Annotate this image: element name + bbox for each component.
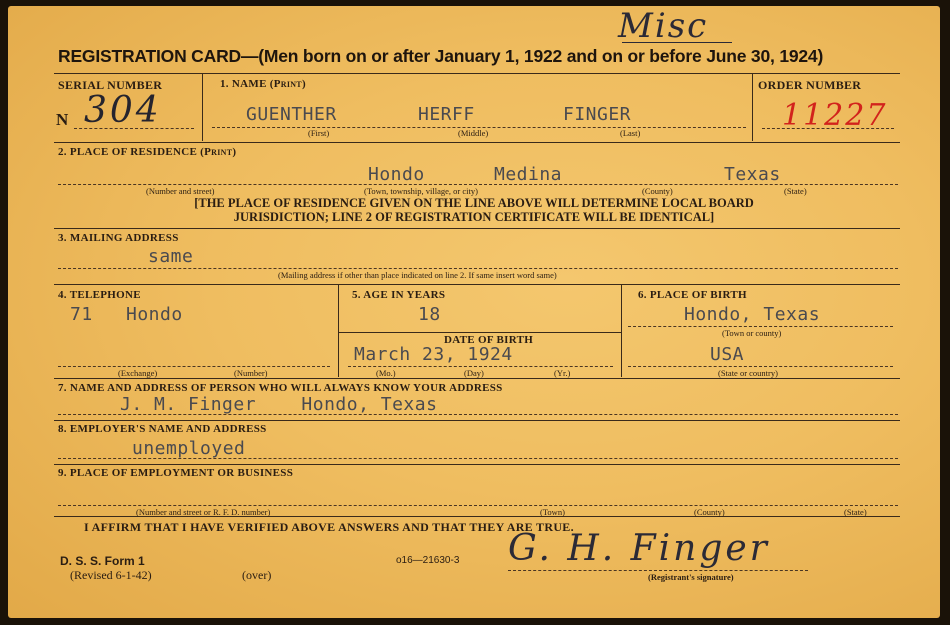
contact-label: 7. NAME AND ADDRESS OF PERSON WHO WILL ALWAYS KNOW YOUR ADDRESS (58, 382, 503, 394)
card-title: REGISTRATION CARD—(Men born on or after January 1, 1922 and on or before June 30, 1924) (58, 46, 824, 66)
rule-signature (508, 570, 808, 571)
rule-order (762, 128, 894, 129)
residence-notice-line1: [THE PLACE OF RESIDENCE GIVEN ON THE LINE ABOVE WILL DETERMINE LOCAL BOARD (194, 196, 754, 210)
serial-prefix: N (56, 110, 69, 129)
residence-street-caption: (Number and street) (146, 186, 215, 196)
registrant-signature: G. H. Finger (508, 528, 770, 569)
serial-number-label: SERIAL NUMBER (58, 78, 163, 92)
rule-birth-country (628, 366, 893, 367)
rule-v-serial (202, 74, 203, 141)
registration-card (8, 6, 940, 618)
rule-v-birth (621, 285, 622, 377)
name-middle-caption: (Middle) (458, 128, 489, 138)
dob-day-caption: (Day) (464, 368, 484, 378)
residence-notice-line2: JURISDICTION; LINE 2 OF REGISTRATION CERTIFICATE WILL BE IDENTICAL] (233, 210, 715, 224)
residence-label: 2. PLACE OF RESIDENCE (Print) (58, 146, 237, 158)
dob-label: DATE OF BIRTH (444, 334, 534, 346)
name-middle: HERFF (418, 104, 475, 125)
dob-value: March 23, 1924 (354, 344, 513, 365)
residence-state: Texas (724, 164, 781, 185)
misc-annotation: Misc (618, 6, 709, 46)
telephone-label: 4. TELEPHONE (58, 289, 141, 301)
rule-dob-entry (348, 366, 613, 367)
name-label: 1. NAME (Print) (220, 78, 306, 90)
birthplace-town-caption: (Town or county) (722, 328, 782, 338)
rule-row5 (54, 420, 900, 421)
employment-town-caption: (Town) (540, 507, 565, 517)
name-first: GUENTHER (246, 104, 337, 125)
employer-label: 8. EMPLOYER'S NAME AND ADDRESS (58, 423, 267, 435)
contact-value: J. M. Finger Hondo, Texas (120, 394, 438, 415)
affirmation-text: I AFFIRM THAT I HAVE VERIFIED ABOVE ANSWERS AND THAT THEY ARE TRUE. (84, 520, 574, 534)
name-last: FINGER (563, 104, 632, 125)
annotation-underline (622, 42, 732, 43)
residence-county: Medina (494, 164, 563, 185)
birthplace-country-caption: (State or country) (718, 368, 778, 378)
rule-row3 (54, 284, 900, 285)
name-first-caption: (First) (308, 128, 330, 138)
form-over: (over) (242, 568, 272, 582)
serial-number-value: 304 (84, 90, 162, 131)
rule-top (54, 73, 900, 74)
dob-year-caption: (Yr.) (554, 368, 571, 378)
age-label: 5. AGE IN YEARS (352, 289, 446, 301)
telephone-exchange: Hondo (126, 304, 183, 325)
birthplace-country: USA (710, 344, 745, 365)
telephone-exchange-caption: (Exchange) (118, 368, 158, 378)
residence-town-caption: (Town, township, village, or city) (364, 186, 478, 196)
mailing-value: same (148, 246, 194, 267)
rule-row1 (54, 142, 900, 143)
rule-dob (338, 332, 621, 333)
order-number-label: ORDER NUMBER (758, 78, 862, 92)
order-number-value: 11227 (782, 98, 888, 133)
rule-v-age (338, 285, 339, 377)
residence-county-caption: (County) (642, 186, 673, 196)
rule-row4 (54, 378, 900, 379)
mailing-caption: (Mailing address if other than place indicated on line 2. If same insert word same) (278, 270, 557, 280)
mailing-label: 3. MAILING ADDRESS (58, 232, 179, 244)
employment-street-caption: (Number and street or R. F. D. number) (136, 507, 271, 517)
rule-notice (54, 228, 900, 229)
name-last-caption: (Last) (620, 128, 641, 138)
rule-birth-town (628, 326, 893, 327)
employment-state-caption: (State) (844, 507, 867, 517)
rule-mailing (58, 268, 898, 269)
rule-row6 (54, 464, 900, 465)
birthplace-town: Hondo, Texas (684, 304, 821, 325)
telephone-number-caption: (Number) (234, 368, 268, 378)
residence-state-caption: (State) (784, 186, 807, 196)
rule-employment (58, 505, 898, 506)
signature-caption: (Registrant's signature) (648, 572, 734, 582)
rule-v-order (752, 74, 753, 141)
rule-serial (74, 128, 194, 129)
employment-place-label: 9. PLACE OF EMPLOYMENT OR BUSINESS (58, 467, 294, 479)
residence-town: Hondo (368, 164, 425, 185)
dob-month-caption: (Mo.) (376, 368, 396, 378)
form-revised: (Revised 6-1-42) (70, 568, 152, 582)
age-value: 18 (418, 304, 441, 325)
form-number: D. S. S. Form 1 (60, 554, 145, 568)
telephone-number: 71 (70, 304, 93, 325)
print-code: o16—21630-3 (396, 555, 460, 566)
rule-phone (58, 366, 330, 367)
employment-county-caption: (County) (694, 507, 725, 517)
birthplace-label: 6. PLACE OF BIRTH (638, 289, 747, 301)
employer-value: unemployed (132, 438, 246, 459)
